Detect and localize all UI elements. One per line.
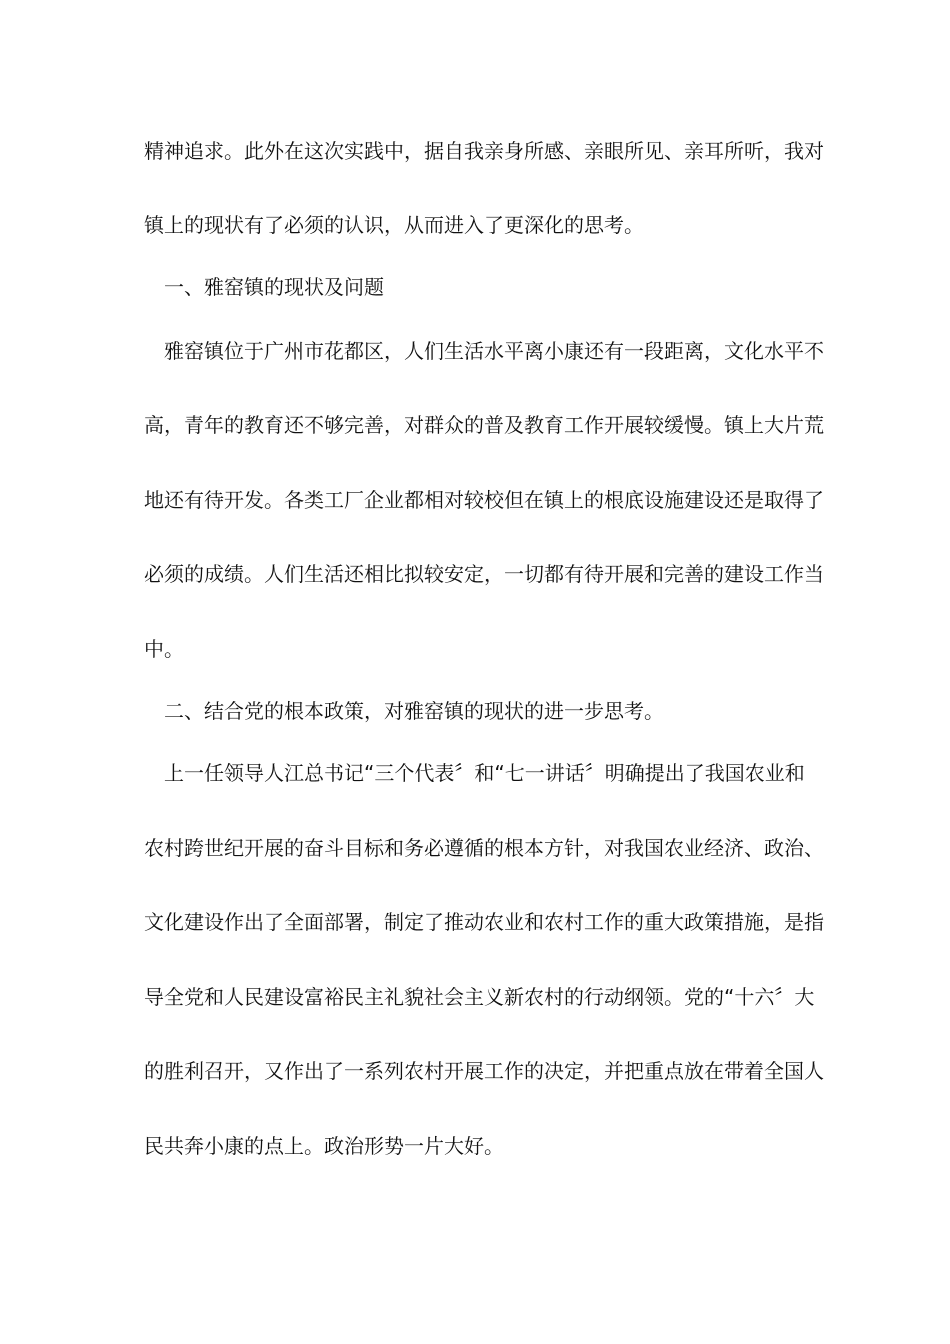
paragraph-line: 文化建设作出了全面部署，制定了推动农业和农村工作的重大政策措施，是指: [144, 910, 824, 934]
section-heading: 一、雅窑镇的现状及问题: [144, 275, 384, 299]
paragraph-line: 地还有待开发。各类工厂企业都相对较校但在镇上的根底设施建设还是取得了: [144, 488, 824, 512]
paragraph-line: 农村跨世纪开展的奋斗目标和务必遵循的根本方针，对我国农业经济、政治、: [144, 836, 824, 860]
paragraph-line: 导全党和人民建设富裕民主礼貌社会主义新农村的行动纲领。党的“十六〞大: [144, 985, 815, 1009]
paragraph-line: 精神追求。此外在这次实践中，据自我亲身所感、亲眼所见、亲耳所听，我对: [144, 139, 824, 163]
paragraph-line: 中。: [144, 637, 184, 661]
paragraph-line: 上一任领导人江总书记“三个代表〞和“七一讲话〞明确提出了我国农业和: [144, 761, 805, 785]
section-heading: 二、结合党的根本政策，对雅窑镇的现状的进一步思考。: [144, 699, 664, 723]
paragraph-line: 雅窑镇位于广州市花都区，人们生活水平离小康还有一段距离，文化水平不: [144, 339, 824, 363]
paragraph-line: 的胜利召开，又作出了一系列农村开展工作的决定，并把重点放在带着全国人: [144, 1059, 824, 1083]
paragraph-line: 必须的成绩。人们生活还相比拟较安定，一切都有待开展和完善的建设工作当: [144, 562, 824, 586]
paragraph-line: 镇上的现状有了必须的认识，从而进入了更深化的思考。: [144, 213, 644, 237]
paragraph-line: 高，青年的教育还不够完善，对群众的普及教育工作开展较缓慢。镇上大片荒: [144, 413, 824, 437]
paragraph-line: 民共奔小康的点上。政治形势一片大好。: [144, 1134, 504, 1158]
